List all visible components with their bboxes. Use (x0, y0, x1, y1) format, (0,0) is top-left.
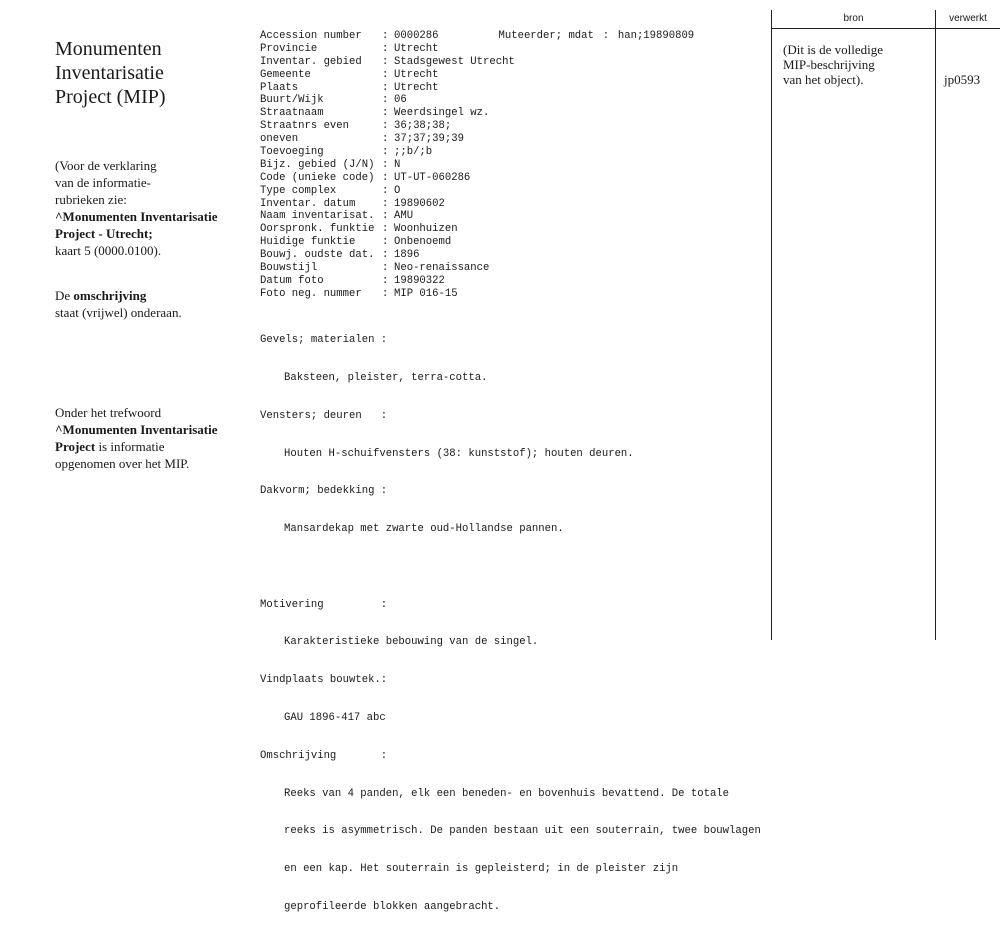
field-separator: : (382, 287, 389, 300)
record-field-row (260, 120, 694, 133)
record-field-row (260, 236, 694, 249)
field-value: Stadsgewest Utrecht (394, 55, 515, 68)
record-field-row (260, 262, 694, 275)
muteerder-value: han;19890809 (617, 30, 695, 42)
record-field-row (260, 198, 694, 211)
field-separator: : (382, 107, 389, 120)
record-field-row (260, 133, 694, 146)
bron-line: van het object). (783, 72, 864, 87)
note-line: kaart 5 (0000.0100). (55, 243, 162, 258)
field-separator: : (382, 42, 389, 55)
field-value: UT-UT-060286 (394, 171, 471, 184)
field-key: Code (unieke code) (260, 171, 375, 184)
field-separator: : (382, 68, 389, 81)
column-divider (771, 10, 772, 640)
page-title (55, 37, 166, 109)
description-note (55, 287, 182, 321)
dakvorm-label: Dakvorm; bedekking : (260, 485, 388, 498)
record-field-row (260, 275, 694, 288)
vensters-label: Vensters; deuren : (260, 409, 388, 422)
field-separator: : (382, 120, 389, 133)
bron-line: MIP-beschrijving (783, 57, 875, 72)
header-divider (771, 28, 1000, 29)
vindplaats-value: GAU 1896-417 abc (284, 712, 386, 724)
omschrijving-label: Omschrijving : (260, 749, 388, 762)
field-separator: : (382, 210, 389, 223)
field-value: 19890602 (394, 197, 445, 210)
field-key: Inventar. datum (260, 197, 356, 210)
field-key: Type complex (260, 184, 337, 197)
field-separator: : (382, 81, 389, 94)
field-separator: : (382, 171, 389, 184)
note-text: is informatie (98, 439, 165, 454)
record-field-row (260, 223, 694, 236)
field-key: Bouwstijl (260, 262, 318, 275)
field-separator: : (382, 184, 389, 197)
note-line: staat (vrijwel) onderaan. (55, 305, 182, 320)
record-field-row (260, 43, 694, 56)
note-bold: omschrijving (73, 288, 147, 303)
field-key: Accession number (260, 30, 362, 42)
bron-note (783, 42, 883, 87)
note-line: opgenomen over het MIP. (55, 456, 190, 471)
note-bold-line: Project - Utrecht; (55, 226, 153, 241)
note-line: Onder het trefwoord (55, 405, 162, 420)
field-value: ;;b/;b (394, 146, 433, 159)
field-key: Bouwj. oudste dat. (260, 249, 375, 262)
explanation-note (55, 157, 217, 259)
field-separator: : (382, 146, 389, 159)
vensters-value: Houten H-schuifvensters (38: kunststof); houten deuren. (284, 447, 634, 460)
title-line-1: Monumenten (55, 38, 162, 60)
field-separator: : (382, 236, 389, 249)
record-field-row (260, 30, 694, 43)
field-value: 1896 (394, 249, 420, 262)
record-field-row (260, 185, 694, 198)
field-key: Naam inventarisat. (260, 210, 375, 223)
field-key: Plaats (260, 81, 299, 94)
gevels-value: Baksteen, pleister, terra-cotta. (284, 371, 488, 384)
note-bold: Project (55, 439, 96, 454)
field-value: Weerdsingel wz. (394, 107, 490, 120)
record-field-row (260, 288, 694, 301)
field-separator: : (382, 133, 389, 146)
record-field-row (260, 94, 694, 107)
keyword-note (55, 404, 217, 472)
record-field-row (260, 172, 694, 185)
record-field-row (260, 146, 694, 159)
record-field-row (260, 107, 694, 120)
omschrijving-line: en een kap. Het souterrain is gepleisterd; in de pleister zijn (284, 863, 679, 876)
field-value: Utrecht (394, 81, 439, 94)
field-value: 0000286 (394, 30, 439, 42)
field-key: Oorspronk. funktie (260, 223, 375, 236)
field-separator: : (382, 30, 389, 42)
verwerkt-header: verwerkt (949, 13, 987, 24)
field-separator: : (382, 249, 389, 262)
field-key: Huidige funktie (260, 236, 356, 249)
field-separator: : (382, 197, 389, 210)
field-value: 06 (394, 94, 407, 107)
field-separator: : (382, 223, 389, 236)
note-bold-line: ^Monumenten Inventarisatie (55, 422, 218, 437)
column-divider (935, 10, 936, 640)
field-value: Woonhuizen (394, 223, 458, 236)
field-value: 37;37;39;39 (394, 133, 464, 146)
note-line: van de informatie- (55, 175, 152, 190)
field-value: Neo-renaissance (394, 262, 490, 275)
omschrijving-line: reeks is asymmetrisch. De panden bestaan uit een souterrain, twee bouwlagen (284, 825, 761, 838)
record-field-row (260, 82, 694, 95)
motivering-value: Karakteristieke bebouwing van de singel. (284, 636, 539, 649)
field-key: Toevoeging (260, 146, 324, 159)
vindplaats-label: Vindplaats bouwtek.: (260, 674, 388, 687)
field-separator: : (382, 158, 389, 171)
note-line: (Voor de verklaring (55, 158, 157, 173)
field-key: Provincie (260, 42, 318, 55)
field-value: 19890322 (394, 274, 445, 287)
omschrijving-line: Reeks van 4 panden, elk een beneden- en bovenhuis bevattend. De totale (284, 787, 730, 800)
note-line: rubrieken zie: (55, 192, 127, 207)
record-field-row (260, 249, 694, 262)
record-sections (260, 309, 761, 926)
motivering-label: Motivering : (260, 598, 388, 611)
record-field-row (260, 69, 694, 82)
field-key: Gemeente (260, 68, 311, 81)
field-key: Foto neg. nummer (260, 287, 362, 300)
note-bold-line: ^Monumenten Inventarisatie (55, 209, 218, 224)
field-value: O (394, 184, 401, 197)
field-separator: : (602, 30, 610, 42)
verwerkt-value: jp0593 (944, 72, 981, 87)
field-separator: : (382, 262, 389, 275)
field-key: Datum foto (260, 274, 324, 287)
field-separator: : (382, 274, 389, 287)
field-value: 36;38;38; (394, 120, 452, 133)
field-value: AMU (394, 210, 414, 223)
field-separator: : (382, 55, 389, 68)
bron-header: bron (843, 13, 864, 24)
muteerder-key: Muteerder; mdat (498, 30, 594, 42)
dakvorm-value: Mansardekap met zwarte oud-Hollandse pannen. (284, 523, 564, 536)
field-key: oneven (260, 133, 299, 146)
record-fields (260, 30, 694, 301)
field-key: Inventar. gebied (260, 55, 362, 68)
omschrijving-line: geprofileerde blokken aangebracht. (284, 900, 501, 913)
field-key: Straatnaam (260, 107, 324, 120)
field-key: Buurt/Wijk (260, 94, 324, 107)
bron-line: (Dit is de volledige (783, 42, 884, 57)
field-value: N (394, 158, 401, 171)
gevels-label: Gevels; materialen : (260, 334, 388, 347)
field-key: Straatnrs even (260, 120, 350, 133)
field-value: Utrecht (394, 68, 439, 81)
field-key: Bijz. gebied (J/N) (260, 158, 375, 171)
title-line-3: Project (MIP) (55, 86, 166, 108)
field-value: Onbenoemd (394, 236, 452, 249)
record-field-row (260, 159, 694, 172)
field-separator: : (382, 94, 389, 107)
field-value: MIP 016-15 (394, 287, 458, 300)
note-text: De (55, 288, 71, 303)
field-value: Utrecht (394, 42, 439, 55)
record-field-row (260, 56, 694, 69)
title-line-2: Inventarisatie (55, 62, 164, 84)
record-field-row (260, 210, 694, 223)
